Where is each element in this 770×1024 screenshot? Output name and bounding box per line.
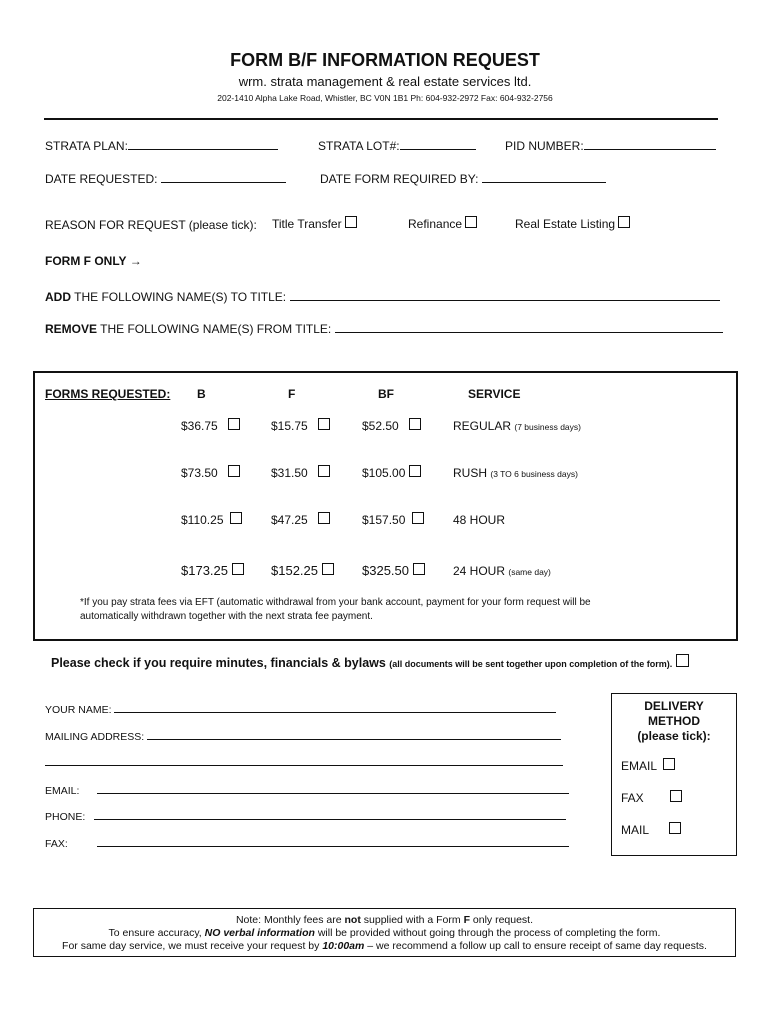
reason-real-estate-listing[interactable] (515, 216, 630, 231)
remove-keyword: REMOVE (45, 322, 98, 336)
add-names-line[interactable] (290, 289, 720, 301)
price-label: $36.75 (181, 419, 218, 433)
column-header-b: B (197, 387, 206, 401)
strata-lot-line[interactable] (400, 138, 476, 150)
mailing-address-line[interactable] (147, 728, 561, 740)
column-header-bf: BF (378, 387, 394, 401)
form-bf-24hour[interactable] (362, 563, 425, 578)
form-bf-regular-checkbox[interactable] (409, 418, 421, 430)
form-b-24hour[interactable] (181, 563, 244, 578)
service-name: 24 HOUR (453, 564, 506, 578)
form-bf-regular[interactable] (362, 418, 421, 433)
phone-label: PHONE: (45, 811, 86, 823)
note-line-3: For same day service, we must receive your request by 10:00am – we recommend a follow up call to ensure receipt of same day requests. (62, 940, 707, 952)
service-regular (453, 419, 581, 433)
title-transfer-label: Title Transfer (272, 217, 342, 231)
delivery-fax-checkbox[interactable] (670, 790, 682, 802)
reason-label: REASON FOR REQUEST (please tick): (45, 218, 257, 232)
strata-plan-field[interactable] (45, 138, 278, 153)
form-f-24hour-checkbox[interactable] (322, 563, 334, 575)
column-header-service: SERVICE (468, 387, 521, 401)
title-transfer-checkbox[interactable] (345, 216, 357, 228)
phone-field[interactable] (45, 808, 566, 823)
email-label: EMAIL: (45, 785, 80, 797)
column-header-f: F (288, 387, 296, 401)
pid-number-label: PID NUMBER: (505, 139, 584, 153)
delivery-mail-checkbox[interactable] (669, 822, 681, 834)
form-f-48hour-checkbox[interactable] (318, 512, 330, 524)
delivery-title-line-1: DELIVERY (644, 699, 704, 713)
add-keyword: ADD (45, 290, 71, 304)
reason-refinance[interactable] (408, 216, 477, 231)
delivery-title-line-3: (please tick): (637, 729, 711, 743)
service-note: (3 TO 6 business days) (490, 469, 578, 479)
eft-footnote-line-2: automatically withdrawn together with the next strata fee payment. (80, 611, 373, 622)
minutes-note: (all documents will be sent together upon completion of the form). (389, 659, 673, 669)
service-48hour (453, 513, 505, 527)
form-f-regular-checkbox[interactable] (318, 418, 330, 430)
reason-title-transfer[interactable] (272, 216, 357, 231)
service-name: 48 HOUR (453, 513, 506, 527)
date-required-line[interactable] (482, 171, 606, 183)
fax-label: FAX: (45, 838, 68, 850)
price-label: $73.50 (181, 466, 218, 480)
form-b-24hour-checkbox[interactable] (232, 563, 244, 575)
form-title: FORM B/F INFORMATION REQUEST (230, 50, 540, 70)
service-name: REGULAR (453, 419, 512, 433)
note-box (33, 908, 736, 957)
form-f-rush[interactable] (271, 465, 330, 480)
date-required-field[interactable] (320, 171, 606, 186)
header-divider (44, 118, 718, 120)
price-label: $105.00 (362, 466, 406, 480)
date-required-label: DATE FORM REQUIRED BY: (320, 172, 479, 186)
mailing-address-line-2[interactable] (45, 765, 563, 766)
delivery-mail-option[interactable] (621, 822, 681, 837)
form-b-48hour[interactable] (181, 512, 242, 527)
form-f-regular[interactable] (271, 418, 330, 433)
form-bf-rush-checkbox[interactable] (409, 465, 421, 477)
arrow-right-icon: → (129, 254, 142, 268)
your-name-label: YOUR NAME: (45, 704, 112, 716)
minutes-label: Please check if you require minutes, financials & bylaws (51, 656, 386, 670)
real-estate-listing-label: Real Estate Listing (515, 217, 616, 231)
price-label: $325.50 (362, 563, 409, 578)
company-address: 202-1410 Alpha Lake Road, Whistler, BC V0N 1B1 Ph: 604-932-2972 Fax: 604-932-2756 (217, 93, 553, 103)
strata-plan-label: STRATA PLAN: (45, 139, 128, 153)
form-b-rush-checkbox[interactable] (228, 465, 240, 477)
delivery-email-option[interactable] (621, 758, 675, 773)
add-names-field[interactable] (45, 289, 720, 304)
service-24hour (453, 564, 551, 578)
form-f-only-label: FORM F ONLY (45, 254, 127, 268)
fax-field[interactable] (45, 835, 569, 850)
price-label: $110.25 (181, 513, 224, 527)
delivery-title-line-2: METHOD (648, 714, 700, 728)
price-label: $52.50 (362, 419, 399, 433)
form-bf-24hour-checkbox[interactable] (413, 563, 425, 575)
price-label: $152.25 (271, 563, 318, 578)
company-name: wrm. strata management & real estate services ltd. (238, 74, 532, 89)
form-f-rush-checkbox[interactable] (318, 465, 330, 477)
strata-lot-field[interactable] (318, 138, 476, 153)
price-label: $173.25 (181, 563, 228, 578)
form-b-48hour-checkbox[interactable] (230, 512, 242, 524)
note-line-1: Note: Monthly fees are not supplied with a Form F only request. (235, 914, 534, 926)
delivery-email-label: EMAIL (621, 759, 657, 773)
your-name-line[interactable] (114, 701, 556, 713)
remove-names-field[interactable] (45, 321, 723, 336)
real-estate-listing-checkbox[interactable] (618, 216, 630, 228)
delivery-fax-label: FAX (621, 791, 644, 805)
delivery-fax-option[interactable] (621, 790, 682, 805)
date-requested-line[interactable] (161, 171, 286, 183)
refinance-label: Refinance (408, 217, 463, 231)
form-f-24hour[interactable] (271, 563, 334, 578)
add-names-label: THE FOLLOWING NAME(S) TO TITLE: (71, 290, 287, 304)
price-label: $47.25 (271, 513, 308, 527)
pid-number-line[interactable] (584, 138, 716, 150)
fax-line[interactable] (97, 835, 569, 847)
remove-names-line[interactable] (335, 321, 723, 333)
minutes-checkbox[interactable] (676, 654, 689, 667)
form-b-regular[interactable] (181, 418, 240, 433)
form-bf-rush[interactable] (362, 465, 421, 480)
service-note: (same day) (508, 567, 551, 577)
eft-footnote-line-1: *If you pay strata fees via EFT (automatic withdrawal from your bank account, payment for your form request will be (80, 597, 591, 608)
strata-lot-label: STRATA LOT#: (318, 139, 400, 153)
pid-number-field[interactable] (505, 138, 716, 153)
note-line-2: To ensure accuracy, NO verbal information will be provided without going through the process of completing the form. (108, 927, 661, 939)
service-name: RUSH (453, 466, 488, 480)
your-name-field[interactable] (45, 701, 556, 716)
delivery-method-title (611, 699, 737, 744)
email-field[interactable] (45, 782, 569, 797)
form-f-48hour[interactable] (271, 512, 330, 527)
email-line[interactable] (97, 782, 569, 794)
form-b-rush[interactable] (181, 465, 240, 480)
form-f-only-heading (45, 254, 142, 268)
price-label: $157.50 (362, 513, 406, 527)
form-b-regular-checkbox[interactable] (228, 418, 240, 430)
phone-line[interactable] (94, 808, 566, 820)
service-note: (7 business days) (514, 422, 581, 432)
minutes-request[interactable] (51, 654, 689, 670)
strata-plan-line[interactable] (128, 138, 278, 150)
mailing-address-label: MAILING ADDRESS: (45, 731, 145, 743)
delivery-email-checkbox[interactable] (663, 758, 675, 770)
price-label: $15.75 (271, 419, 308, 433)
refinance-checkbox[interactable] (465, 216, 477, 228)
remove-names-label: THE FOLLOWING NAME(S) FROM TITLE: (97, 322, 332, 336)
date-requested-label: DATE REQUESTED: (45, 172, 158, 186)
price-label: $31.50 (271, 466, 308, 480)
delivery-mail-label: MAIL (621, 823, 649, 837)
service-rush (453, 466, 578, 480)
form-bf-48hour-checkbox[interactable] (412, 512, 424, 524)
mailing-address-field[interactable] (45, 728, 561, 743)
form-bf-48hour[interactable] (362, 512, 424, 527)
date-requested-field[interactable] (45, 171, 286, 186)
forms-requested-label: FORMS REQUESTED: (45, 387, 171, 401)
